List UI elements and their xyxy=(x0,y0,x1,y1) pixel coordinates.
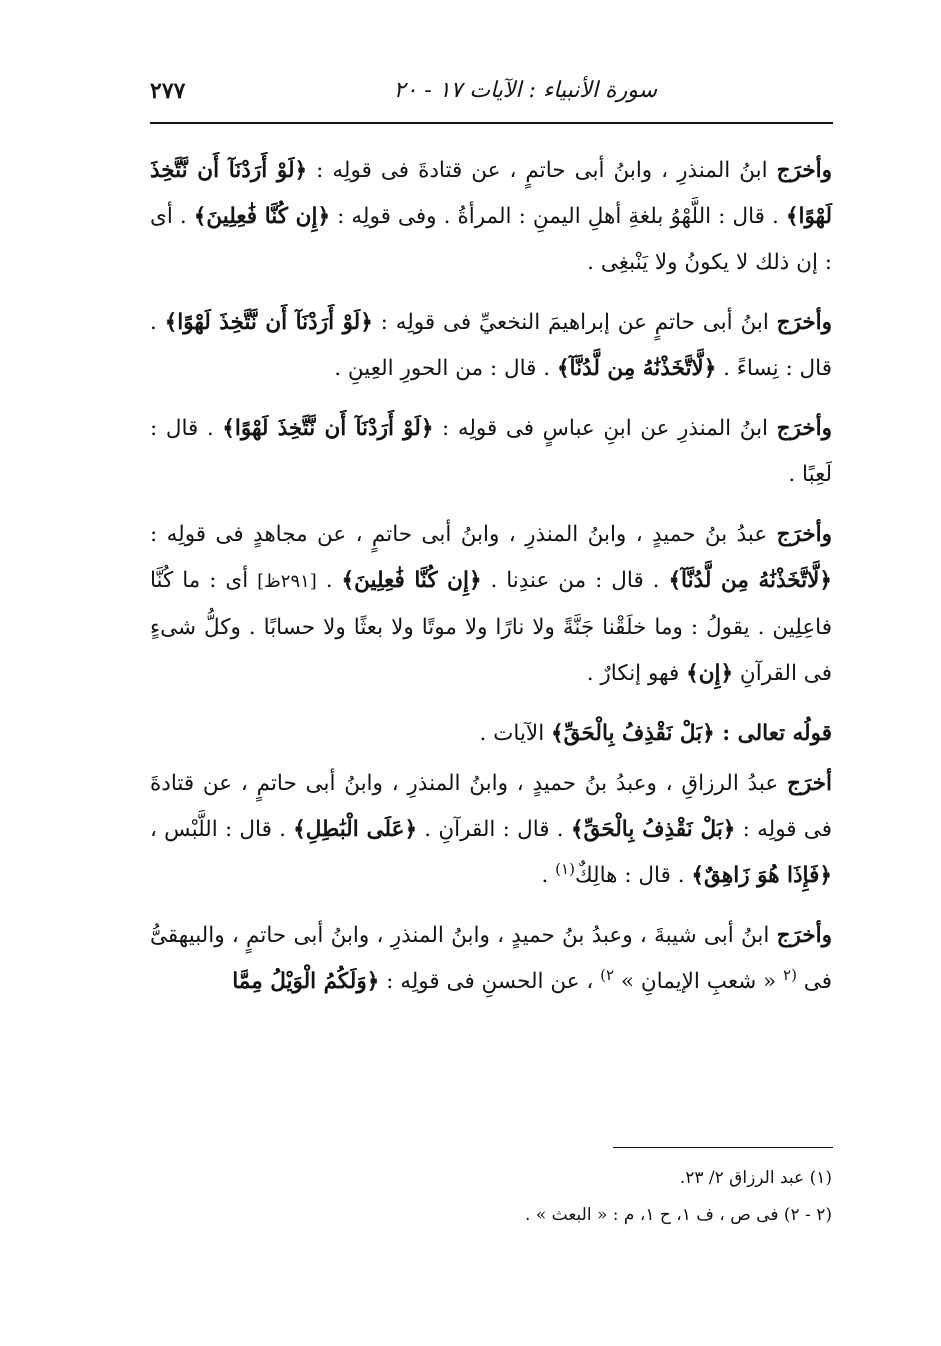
text-run: الآيات . xyxy=(479,721,551,746)
footnote: (٢ - ٢) فى ص ، ف ١، ح ١، م : « البعث » . xyxy=(525,1205,832,1225)
text-run: عبدُ بنُ حميدٍ ، وابنُ المنذرِ ، وابنُ أبى حاتمٍ ، عن مجاهدٍ فى قولِه : xyxy=(150,522,777,547)
quran-quote: ﴿لَوْ أَرَدْنَآ أَن نَّتَّخِذَ لَهْوًا﴾ xyxy=(164,310,373,335)
footnote: (١) عبد الرزاق ٢/ ٢٣. xyxy=(679,1168,832,1188)
text-run: . قال : لَعِبًا . xyxy=(150,416,832,487)
text-run: . قال : اللَّبْس ، xyxy=(150,817,294,842)
text-run: . قال : اللَّهْوُ بلغةِ أهلِ اليمنِ : المرأةُ . وفى قولِه : xyxy=(330,204,786,229)
quran-quote: ﴿لَوْ أَرَدْنَآ أَن نَّتَّخِذَ لَهْوًا﴾ xyxy=(150,158,833,229)
text-run: ابنُ أبى حاتمٍ عن إبراهيمَ النخعيِّ فى قولِه : xyxy=(372,310,777,335)
text-run: ابنُ أبى شيبةَ ، وعبدُ بنُ حميدٍ ، وابنُ المنذرِ ، وابنُ أبى حاتمٍ ، والبيهقىُّ فى xyxy=(150,923,832,994)
paragraph xyxy=(150,512,832,697)
footnotes xyxy=(150,1160,832,1234)
footnote-ref: (٢ xyxy=(783,965,797,984)
text-run: ابنُ المنذرِ عن ابنِ عباسٍ فى قولِه : xyxy=(433,416,777,441)
text-run: . xyxy=(316,568,342,593)
quran-quote: ﴿إِن كُنَّا فَٰعِلِينَ﴾ xyxy=(193,204,331,229)
text-run: . xyxy=(541,863,556,888)
page-header xyxy=(150,72,832,112)
page-number: ٢٧٧ xyxy=(150,78,186,104)
quran-quote: ﴿لَوْ أَرَدْنَآ أَن نَّتَّخِذَ لَهْوًا﴾ xyxy=(222,416,434,441)
text-run: ابنُ المنذرِ ، وابنُ أبى حاتمٍ ، عن قتادةَ فى قولِه : xyxy=(307,158,777,183)
quran-quote: ﴿عَلَى الْبَٰطِلِ﴾ xyxy=(293,817,418,842)
text-run: . قال : من عندِنا . xyxy=(481,568,669,593)
text-run: . قال : القرآنِ . xyxy=(417,817,571,842)
text-run: . قال : هالِكٌ xyxy=(574,863,692,888)
running-head: سورة الأنبياء : الآيات ١٧ - ٢٠ xyxy=(393,78,657,103)
heading-label: قولُه تعالى : xyxy=(722,721,832,746)
text-run: . أى : إن ذلك لا يكونُ ولا يَنْبغِى . xyxy=(150,204,832,275)
footnote-rule xyxy=(613,1147,833,1148)
paragraph-lead: أخرَج xyxy=(786,771,832,796)
paragraph xyxy=(150,406,832,498)
quran-quote: ﴿إِن كُنَّا فَٰعِلِينَ﴾ xyxy=(341,568,482,593)
quran-quote: ﴿وَلَكُمُ الْوَيْلُ مِمَّا xyxy=(232,969,380,994)
section-heading xyxy=(150,711,832,757)
text-run: . قال : نِساءً . xyxy=(150,310,832,381)
manuscript-folio-ref: [٢٩١ظ] xyxy=(257,571,317,592)
quran-quote: ﴿فَإِذَا هُوَ زَاهِقٌ﴾ xyxy=(691,863,832,888)
paragraph xyxy=(150,148,832,286)
paragraph-lead: وأخرَج xyxy=(776,310,833,335)
text-run: أى : ما كُنَّا فاعِلِين . يقولُ : وما خلَقْنا جَنَّةً ولا نارًا ولا موتًا ولا بعثًا ولا حسابًا . وكلُّ شىءٍ فى القرآنِ xyxy=(150,568,832,686)
paragraph-lead: وأخرَج xyxy=(776,522,832,547)
text-run: « شعبِ الإيمانِ » xyxy=(614,969,784,994)
quran-quote: ﴿لَّاتَّخَذْنَٰهُ مِن لَّدُنَّآ﴾ xyxy=(668,568,832,593)
quran-quote: ﴿إِن﴾ xyxy=(686,661,734,686)
paragraph xyxy=(150,761,832,899)
text-run: . قال : من الحورِ العِينِ . xyxy=(334,356,557,381)
main-text xyxy=(150,148,832,1019)
footnote-ref: (١) xyxy=(555,859,575,878)
header-rule xyxy=(150,122,833,124)
paragraph xyxy=(150,300,832,392)
quran-quote: ﴿لَّاتَّخَذْنَٰهُ مِن لَّدُنَّآ﴾ xyxy=(556,356,717,381)
quran-quote: ﴿بَلْ نَقْذِفُ بِالْحَقِّ﴾ xyxy=(551,721,723,746)
paragraph xyxy=(150,913,832,1005)
footnote-ref: ٢) xyxy=(600,965,615,984)
paragraph-lead: وأخرَج xyxy=(776,416,832,441)
paragraph-lead: وأخرَج xyxy=(776,923,832,948)
text-run: ، عن الحسنِ فى قولِه : xyxy=(379,969,601,994)
text-run: عبدُ الرزاقِ ، وعبدُ بنُ حميدٍ ، وابنُ المنذرِ ، وابنُ أبى حاتمٍ ، عن قتادةَ فى قولِه : xyxy=(150,771,833,842)
paragraph-lead: وأخرَج xyxy=(776,158,832,183)
text-run: فهو إنكارٌ . xyxy=(586,661,687,686)
quran-quote: ﴿بَلْ نَقْذِفُ بِالْحَقِّ﴾ xyxy=(570,817,736,842)
